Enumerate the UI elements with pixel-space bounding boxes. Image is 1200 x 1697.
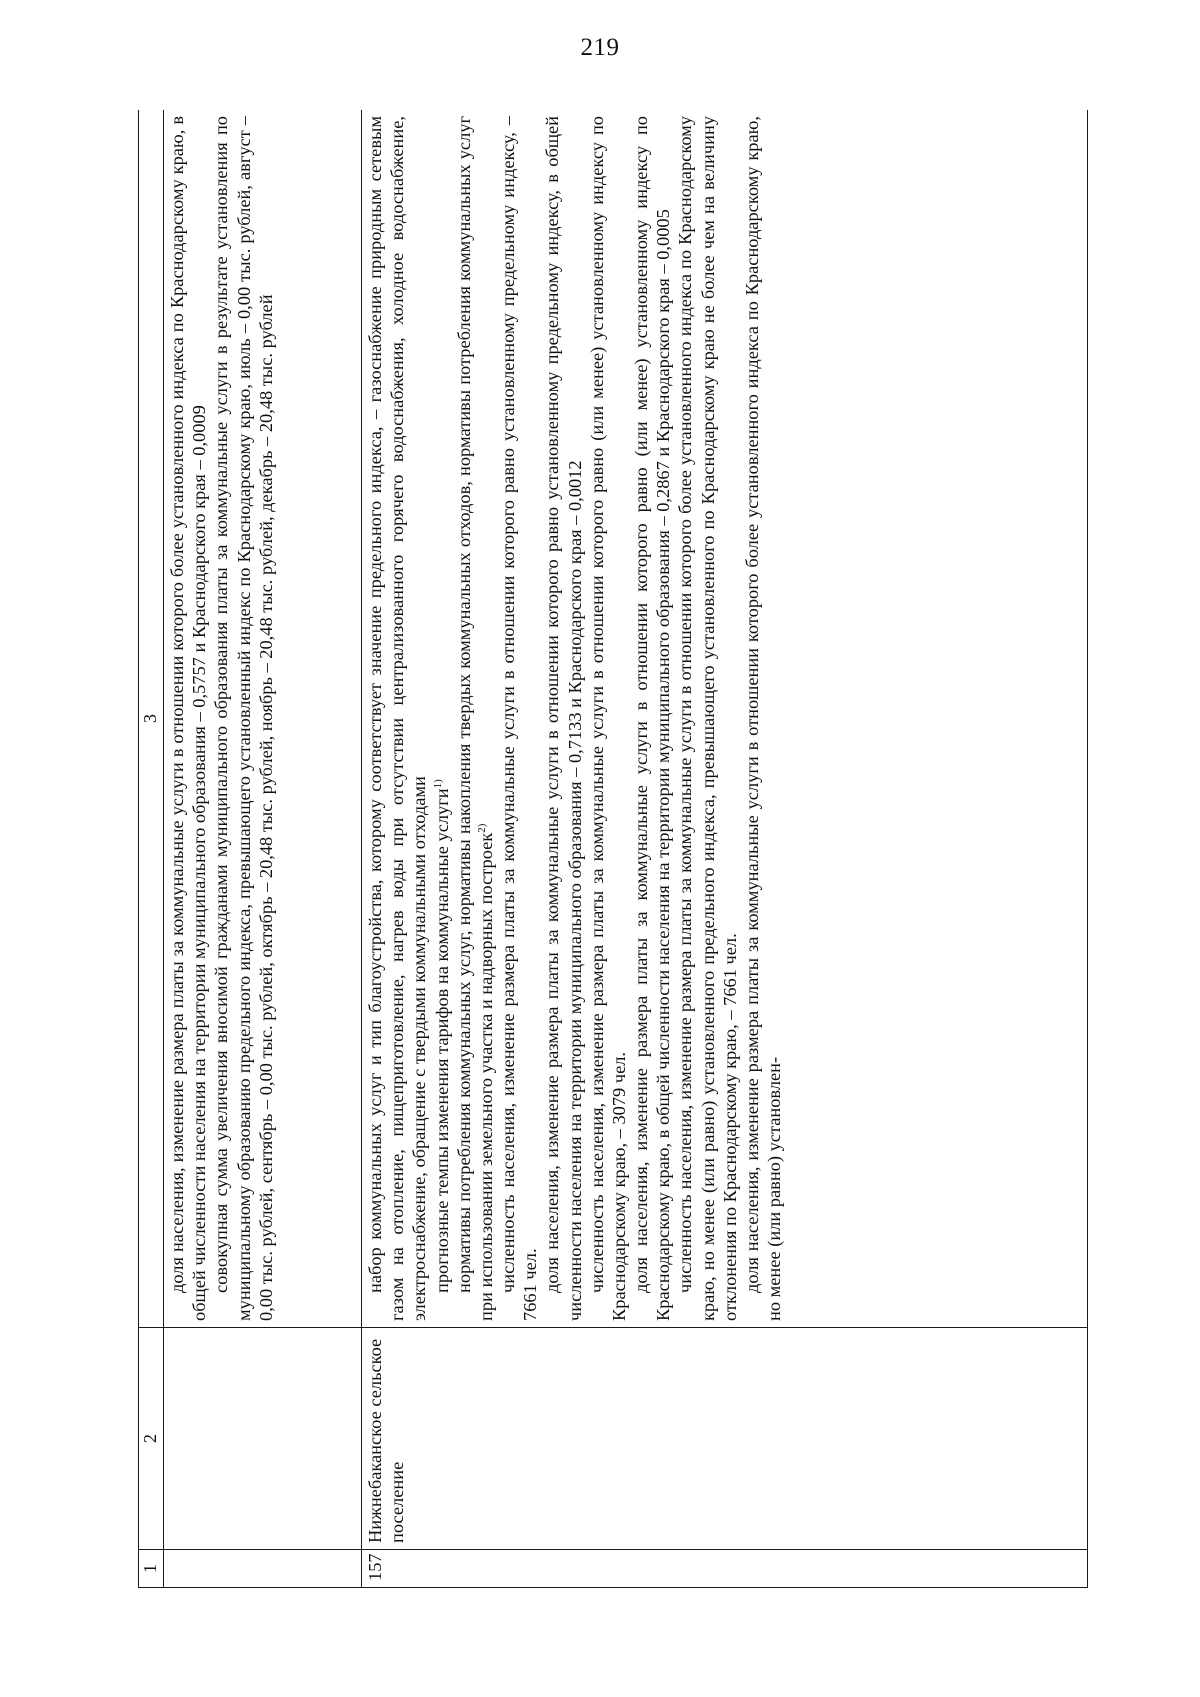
row-name (164, 1328, 362, 1550)
table-header-row (139, 110, 164, 1588)
rotated-table-wrapper (138, 110, 1088, 1588)
footnote-mark: 2) (475, 823, 488, 833)
paragraph: численность населения, изменение размера платы за коммунальные услуги в отношении которого равно (или менее) установленному индексу по Краснодарскому краю, – 3079 чел. (586, 116, 629, 1321)
paragraph: численность населения, изменение размера платы за коммунальные услуги в отношении которого более установленного индекса по Краснодарскому краю, но менее (или равно) установленного предельного индекса, превышающего установленного по Краснодарскому краю не более чем на величину отклонения по Краснодарскому краю, – 7661 чел. (675, 116, 740, 1321)
table-row (362, 110, 1088, 1588)
paragraph: доля населения, изменение размера платы за коммунальные услуги в отношении которого более установленного индекса по Краснодарскому краю, в общей численности населения на территории муниципального образования – 0,5757 и Краснодарского края – 0,0009 (167, 116, 210, 1321)
paragraph: доля населения, изменение размера платы за коммунальные услуги в отношении которого более установленного индекса по Краснодарскому краю, но менее (или равно) установлен- (741, 116, 785, 1321)
paragraph: численность населения, изменение размера платы за коммунальные услуги в отношении которого равно установленному предельному индексу, – 7661 чел. (498, 116, 541, 1321)
footnote-mark: 1) (431, 779, 444, 789)
paragraph: доля населения, изменение размера платы за коммунальные услуги в отношении которого равно (или менее) установленному индексу по Краснодарскому краю, в общей численности населения на территории муниципального образования – 0,2867 и Краснодарского края – 0,0005 (631, 116, 674, 1321)
paragraph: доля населения, изменение размера платы за коммунальные услуги в отношении которого равно установленному предельному индексу, в общей численности населения на территории муниципального образования – 0,7133 и Краснодарского края – 0,0012 (542, 116, 585, 1321)
paragraph: совокупная сумма увеличения вносимой гражданами муниципального образования платы за коммунальные услуги в результате установления по муниципальному образованию предельного индекса, превышающего установленный индекс по Краснодарскому краю, июль – 0,00 тыс. рублей, август – 0,00 тыс. рублей, сентябрь – 0,00 тыс. рублей, октябрь – 20,48 тыс. рублей, ноябрь – 20,48 тыс. рублей, декабрь – 20,48 тыс. рублей (211, 116, 276, 1321)
paragraph (431, 116, 453, 1321)
column-header-3: 3 (139, 110, 164, 1328)
rotated-table-canvas (138, 110, 1088, 1588)
row-number (164, 1550, 362, 1588)
paragraph: набор коммунальных услуг и тип благоустройства, которому соответствует значение предельного индекса, – газоснабжение природным сетевым газом на отопление, пищеприготовление, нагрев воды при отсутствии централизованного горячего водоснабжения, холодное водоснабжение, электроснабжение, обращение с твердыми коммунальными отходами (365, 116, 430, 1321)
column-header-2: 2 (139, 1328, 164, 1550)
table-row (164, 110, 362, 1588)
row-name: Нижнебаканское сельское поселение (362, 1328, 1088, 1550)
paragraph-text: прогнозные темпы изменения тарифов на коммунальные услуги (431, 788, 452, 1293)
row-content (362, 110, 1088, 1328)
column-header-1: 1 (139, 1550, 164, 1588)
data-table (138, 110, 1088, 1588)
paragraph-text: нормативы потребления коммунальных услуг, нормативы накопления твердых коммунальных отходов, нормативы потребления коммунальных услуг при использовании земельного участка и надворных построек (453, 116, 496, 1321)
paragraph (453, 116, 497, 1321)
page-number: 219 (580, 34, 620, 61)
row-content (164, 110, 362, 1328)
row-number: 157 (362, 1550, 1088, 1588)
